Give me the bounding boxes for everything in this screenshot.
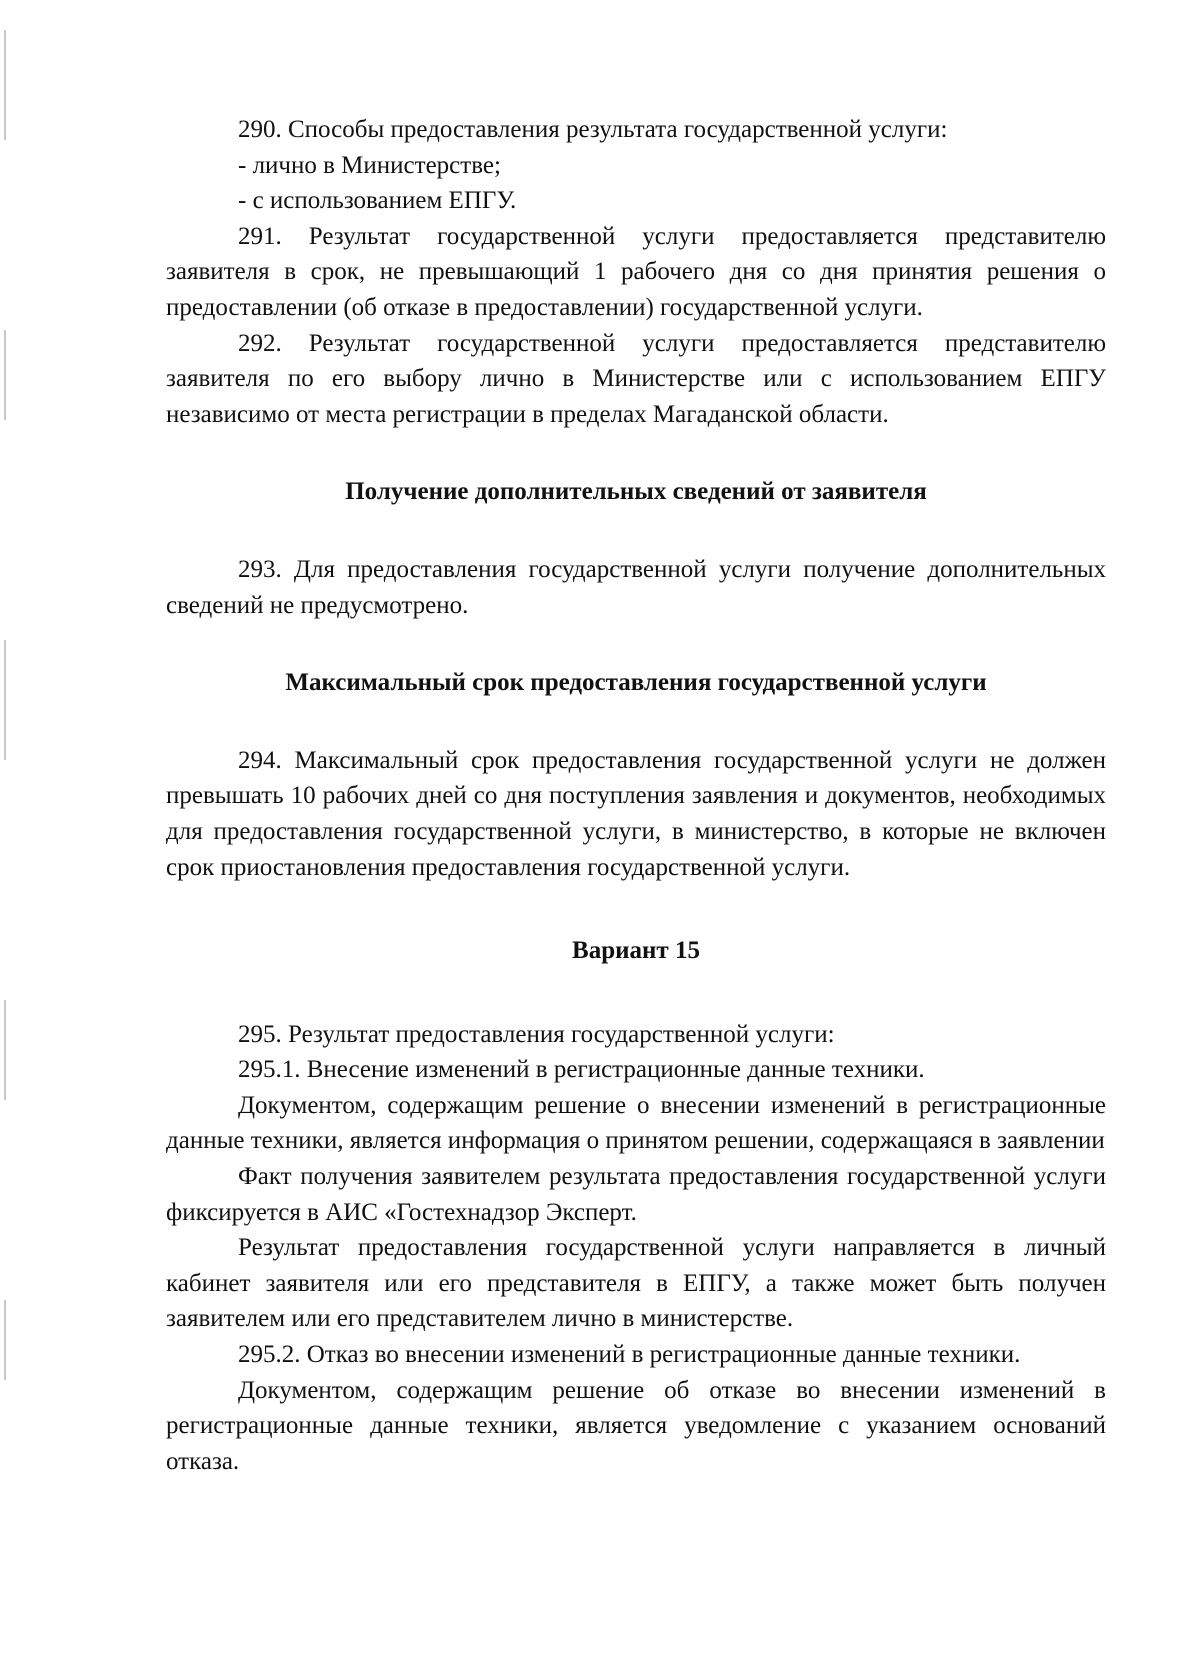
list-item-epgu: - с использованием ЕПГУ.	[238, 187, 517, 215]
scan-edge-mark	[4, 1000, 6, 1100]
section-heading-max-term: Максимальный срок предоставления государственной услуги	[285, 669, 987, 697]
list-item-in-person: - лично в Министерстве;	[238, 151, 501, 179]
paragraph-295-1: 295.1. Внесение изменений в регистрационные данные техники.	[238, 1056, 925, 1084]
scan-edge-mark	[4, 1300, 6, 1380]
paragraph-295-1-result: Результат предоставления государственной услуги направляется в личный кабинет заявителя или его представителя в ЕПГУ, а также может быть получен заявителем или его представителем лично в министерстве.	[166, 1234, 1106, 1333]
paragraph-290: 290. Способы предоставления результата государственной услуги:	[238, 116, 948, 143]
paragraph-295: 295. Результат предоставления государственной услуги:	[238, 1020, 835, 1048]
paragraph-293: 293. Для предоставления государственной услуги получение дополнительных сведений не предусмотрено.	[166, 555, 1106, 619]
scan-edge-mark	[4, 640, 6, 760]
paragraph-295-1-document: Документом, содержащим решение о внесении изменений в регистрационные данные техники, является информация о принятом решении, содержащаяся в заявлении	[166, 1091, 1106, 1155]
section-heading-additional-info: Получение дополнительных сведений от заявителя	[345, 478, 927, 506]
section-heading-variant: Вариант 15	[572, 937, 700, 965]
paragraph-295-2-document: Документом, содержащим решение об отказе во внесении изменений в регистрационные данные техники, является уведомление с указанием оснований отказа.	[166, 1376, 1106, 1475]
paragraph-295-1-fact: Факт получения заявителем результата предоставления государственной услуги фиксируется в АИС «Гостехнадзор Эксперт.	[166, 1163, 1106, 1226]
paragraph-292: 292. Результат государственной услуги предоставляется представителю заявителя по его выбору лично в Министерстве или с использованием ЕПГУ независимо от места регистрации в пределах Магаданской области.	[166, 329, 1106, 428]
scan-edge-mark	[4, 330, 6, 420]
document-body	[166, 112, 1106, 1479]
paragraph-295-2: 295.2. Отказ во внесении изменений в регистрационные данные техники.	[238, 1341, 1021, 1369]
paragraph-294: 294. Максимальный срок предоставления государственной услуги не должен превышать 10 рабочих дней со дня поступления заявления и документов, необходимых для предоставления государственной услуги, в министерство, в которые не включен срок приостановления предоставления государственной услуги.	[166, 746, 1106, 881]
scan-edge-mark	[4, 30, 6, 140]
paragraph-291: 291. Результат государственной услуги предоставляется представителю заявителя в срок, не превышающий 1 рабочего дня со дня принятия решения о предоставлении (об отказе в предоставлении) государственной услуги.	[166, 222, 1106, 321]
